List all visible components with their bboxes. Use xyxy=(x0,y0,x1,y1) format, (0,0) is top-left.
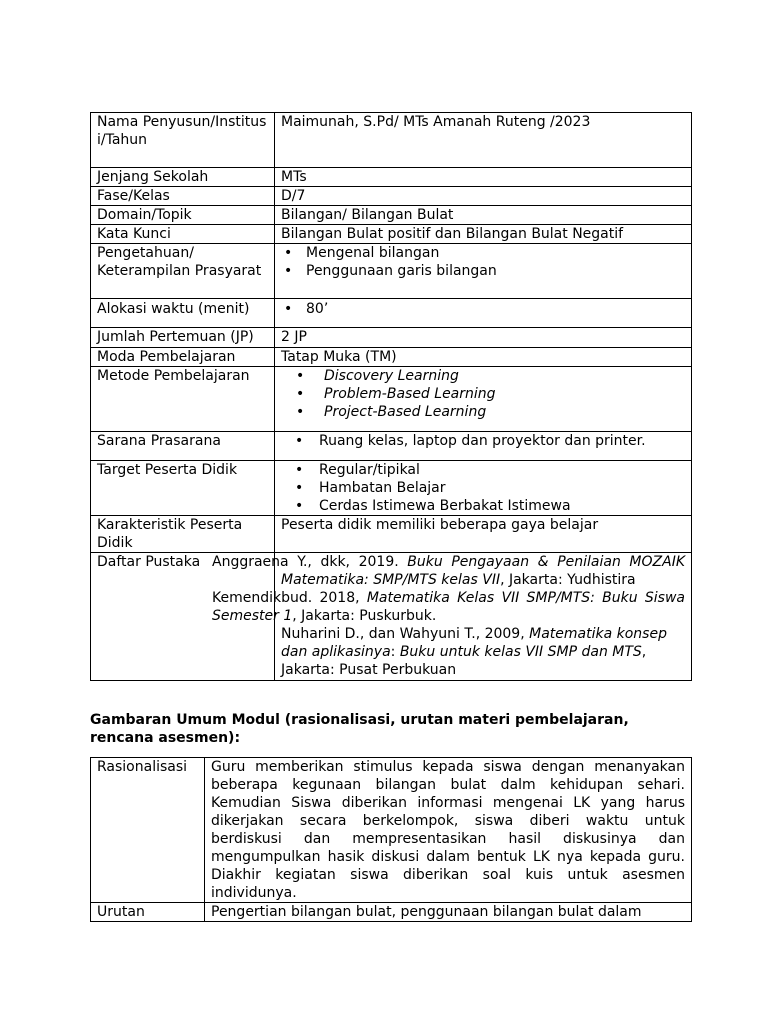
list-item: • Cerdas Istimewa Berbakat Istimewa xyxy=(281,497,685,515)
row-label: Nama Penyusun/Institusi/Tahun xyxy=(91,113,275,168)
table-row xyxy=(91,516,692,553)
row-value: D/7 xyxy=(275,187,692,206)
table-row xyxy=(91,206,692,225)
table-row xyxy=(91,367,692,432)
module-identity-table xyxy=(90,112,692,681)
section-heading: Gambaran Umum Modul (rasionalisasi, urutan materi pembelajaran, rencana asesmen): xyxy=(90,712,629,746)
table-row xyxy=(91,113,692,168)
row-value: Bilangan Bulat positif dan Bilangan Bulat Negatif xyxy=(275,225,692,244)
table-row xyxy=(91,461,692,516)
ref-text: Nuharini D., dan Wahyuni T., 2009, xyxy=(281,626,530,642)
row-value: 2 JP xyxy=(275,328,692,348)
method-list xyxy=(281,367,685,421)
row-value xyxy=(275,461,692,516)
list-item: • Mengenal bilangan xyxy=(281,244,685,262)
row-label: Urutan xyxy=(91,903,205,922)
ref-text: , Jakarta: Yudhistira xyxy=(500,572,636,588)
list-item: • Problem-Based Learning xyxy=(281,385,685,403)
table-row xyxy=(91,244,692,299)
row-value: Guru memberikan stimulus kepada siswa dengan menanyakan beberapa kegunaan bilangan bulat dalm kehidupan sehari. Kemudian Siswa diberikan informasi mengenai LK yang harus dikerjakan secara berkelompok, siswa diberi waktu untuk berdiskusi dan mempresentasikan hasil diskusinya dan mengumpulkan hasik diskusi dalam bentuk LK nya kepada guru. Diakhir kegiatan siswa diberikan soal kuis untuk asesmen individunya. xyxy=(205,758,692,903)
facilities-list xyxy=(281,432,685,450)
row-label: Domain/Topik xyxy=(91,206,275,225)
ref-text: Anggraena Y., dkk, 2019. xyxy=(212,554,408,570)
row-label: Karakteristik Peserta Didik xyxy=(91,516,275,553)
row-value: Maimunah, S.Pd/ MTs Amanah Ruteng /2023 xyxy=(275,113,692,168)
table-row xyxy=(91,328,692,348)
time-allocation-list xyxy=(281,300,685,318)
table-row xyxy=(91,553,692,681)
row-label: Metode Pembelajaran xyxy=(91,367,275,432)
reference-2 xyxy=(212,589,685,625)
ref-text: , Jakarta: Pusat Perbukuan xyxy=(281,644,647,678)
list-item: • Ruang kelas, laptop dan proyektor dan printer. xyxy=(281,432,685,450)
row-label: Moda Pembelajaran xyxy=(91,348,275,367)
ref-title: Buku Pengayaan & Penilaian MOZAIK Matematika: SMP/MTS kelas VII xyxy=(281,554,686,588)
row-label: Target Peserta Didik xyxy=(91,461,275,516)
table-row xyxy=(91,758,692,903)
list-item: • Discovery Learning xyxy=(281,367,685,385)
row-value xyxy=(275,432,692,461)
row-label: Pengetahuan/ Keterampilan Prasyarat xyxy=(91,244,275,299)
table-row xyxy=(91,225,692,244)
row-value xyxy=(275,244,692,299)
prerequisite-list xyxy=(281,244,685,280)
row-value: MTs xyxy=(275,168,692,187)
ref-title: Matematika Kelas VII SMP/MTS: Buku Siswa Semester 1 xyxy=(212,590,685,624)
ref-text: , Jakarta: Puskurbuk. xyxy=(292,608,437,624)
row-value xyxy=(275,367,692,432)
module-overview-table xyxy=(90,757,692,922)
table-row xyxy=(91,299,692,328)
target-list xyxy=(281,461,685,515)
ref-text: Kemendikbud. 2018, xyxy=(212,590,367,606)
ref-text: : xyxy=(390,644,400,660)
table-row xyxy=(91,432,692,461)
list-item: • 80’ xyxy=(281,300,685,318)
list-item: • Hambatan Belajar xyxy=(281,479,685,497)
list-item: • Regular/tipikal xyxy=(281,461,685,479)
row-label: Alokasi waktu (menit) xyxy=(91,299,275,328)
row-label: Jumlah Pertemuan (JP) xyxy=(91,328,275,348)
row-value: Bilangan/ Bilangan Bulat xyxy=(275,206,692,225)
row-label: Kata Kunci xyxy=(91,225,275,244)
list-item: • Project-Based Learning xyxy=(281,403,685,421)
row-value: Tatap Muka (TM) xyxy=(275,348,692,367)
list-item: • Penggunaan garis bilangan xyxy=(281,262,685,280)
row-label: Daftar Pustaka xyxy=(91,553,275,681)
table-row xyxy=(91,348,692,367)
row-value: Peserta didik memiliki beberapa gaya belajar xyxy=(275,516,692,553)
ref-title: Buku untuk kelas VII SMP dan MTS xyxy=(399,644,642,660)
ref-title: Matematika konsep dan aplikasinya xyxy=(281,626,667,660)
reference-3 xyxy=(281,625,685,679)
row-label: Jenjang Sekolah xyxy=(91,168,275,187)
row-label: Sarana Prasarana xyxy=(91,432,275,461)
row-value xyxy=(275,299,692,328)
table-row xyxy=(91,168,692,187)
row-label: Rasionalisasi xyxy=(91,758,205,903)
reference-1 xyxy=(212,553,686,589)
row-value: Pengertian bilangan bulat, penggunaan bilangan bulat dalam xyxy=(205,903,692,922)
bibliography xyxy=(212,553,692,681)
row-label: Fase/Kelas xyxy=(91,187,275,206)
table-row xyxy=(91,187,692,206)
table-row xyxy=(91,903,692,922)
